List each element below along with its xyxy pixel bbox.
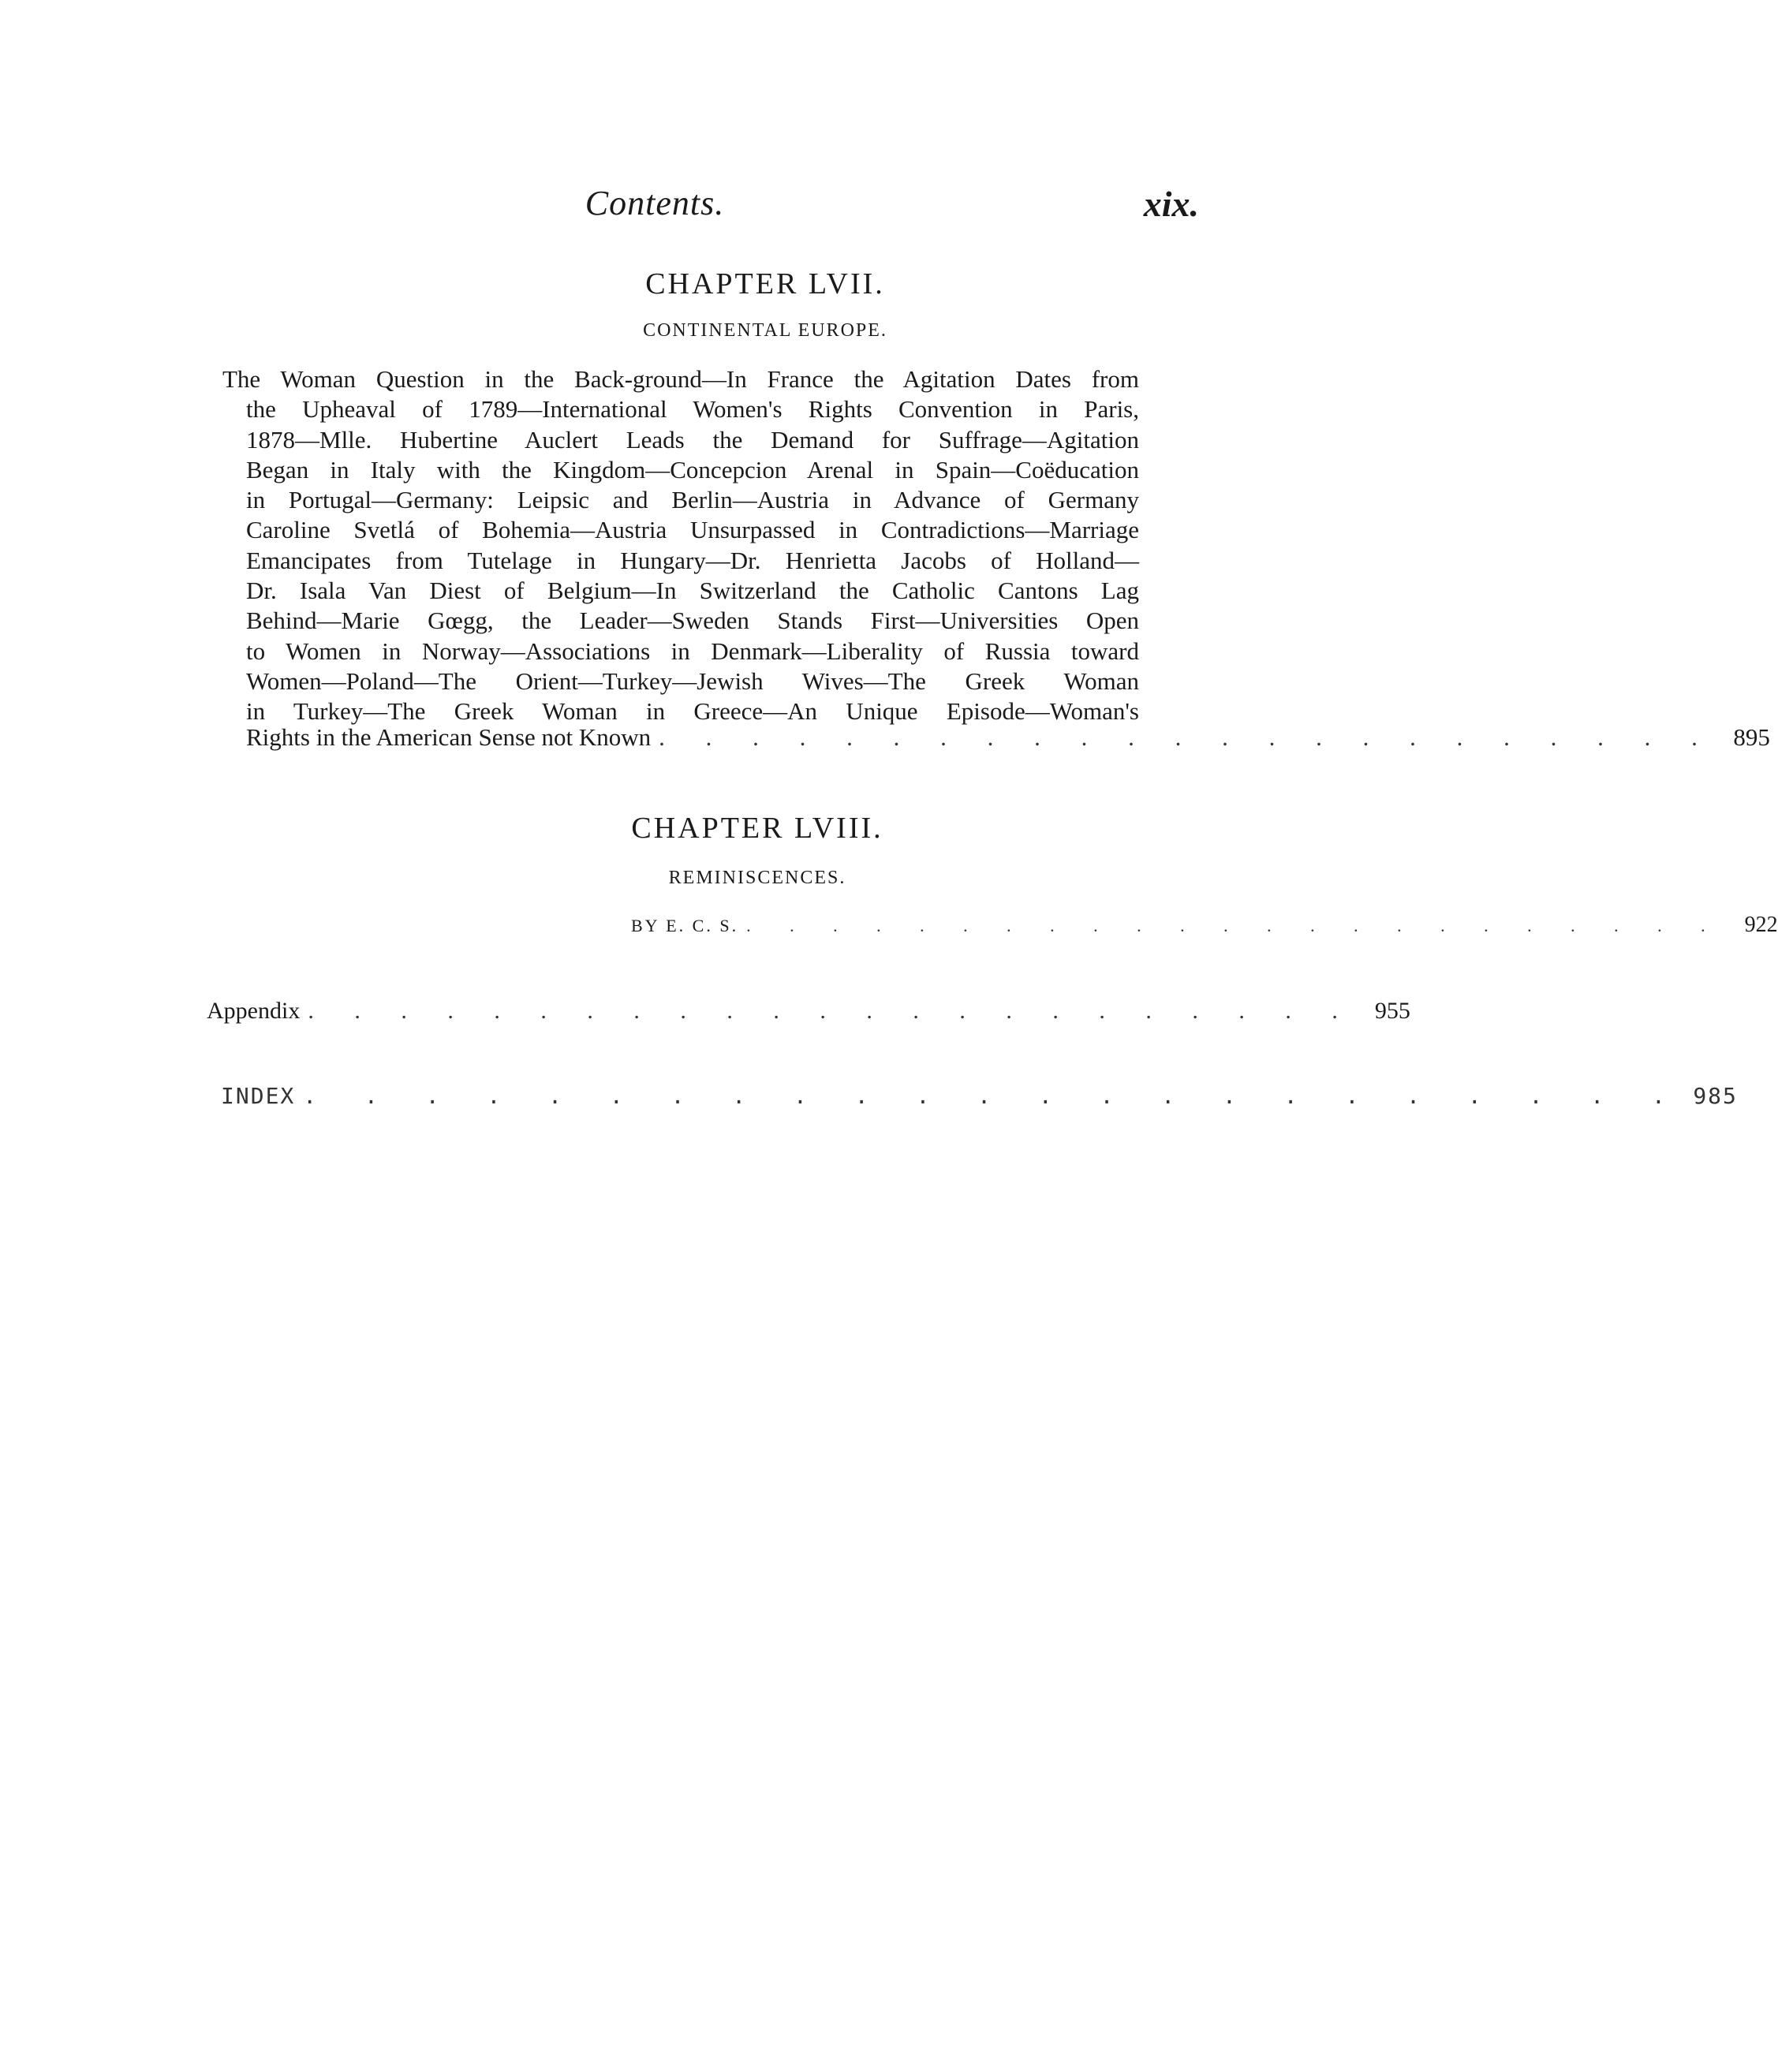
toc-entry-appendix: [207, 998, 1410, 1025]
synopsis-line: 1878—Mlle. Hubertine Auclert Leads the Demand for Suffrage—Agitation: [246, 425, 1139, 454]
synopsis-line: Dr. Isala Van Diest of Belgium—In Switzerland the Catholic Cantons Lag: [246, 577, 1139, 605]
chapter-synopsis: [222, 364, 1139, 727]
page-reference: 922: [1744, 913, 1778, 937]
page-reference: 985: [1693, 1083, 1738, 1109]
toc-entry-index: [221, 1083, 1738, 1109]
dot-leader: . . . . . . . . . . . . . . . . . . . . . . .: [746, 916, 1723, 935]
synopsis-line: Emancipates from Tutelage in Hungary—Dr. Henrietta Jacobs of Holland—: [246, 546, 1139, 574]
page-number: xix.: [1143, 184, 1199, 224]
synopsis-line: to Women in Norway—Associations in Denmark—Liberality of Russia toward: [246, 637, 1139, 665]
synopsis-line: The Woman Question in the Back-ground—In France the Agitation Dates from: [222, 365, 1139, 393]
synopsis-line: in Turkey—The Greek Woman in Greece—An Unique Episode—Woman's: [246, 697, 1139, 726]
page-reference: 955: [1374, 998, 1410, 1024]
synopsis-line: the Upheaval of 1789—International Women's Rights Convention in Paris,: [246, 395, 1139, 424]
synopsis-line: Women—Poland—The Orient—Turkey—Jewish Wives—The Greek Woman: [246, 666, 1139, 695]
synopsis-line: Caroline Svetlá of Bohemia—Austria Unsurpassed in Contradictions—Marriage: [246, 516, 1139, 544]
synopsis-line: in Portugal—Germany: Leipsic and Berlin—Austria in Advance of Germany: [246, 486, 1139, 514]
running-title: Contents.: [585, 184, 725, 222]
toc-entry-chapter-lvii: [246, 723, 1770, 752]
entry-label: BY E. C. S.: [631, 916, 739, 935]
entry-label: Rights in the American Sense not Known: [246, 723, 652, 751]
entry-label: INDEX: [221, 1083, 296, 1109]
chapter-subheading: CONTINENTAL EUROPE.: [643, 320, 887, 341]
entry-label: Appendix: [207, 998, 301, 1024]
chapter-heading: CHAPTER LVIII.: [631, 812, 883, 845]
page-reference: 895: [1733, 723, 1770, 751]
dot-leader: . . . . . . . . . . . . . . . . . . . . . . .: [303, 1083, 1683, 1109]
toc-entry-chapter-lviii: [631, 913, 1778, 938]
chapter-subheading: REMINISCENCES.: [668, 868, 846, 888]
dot-leader: . . . . . . . . . . . . . . . . . . . . . . .: [659, 723, 1715, 751]
synopsis-line: Behind—Marie Gœgg, the Leader—Sweden Stands First—Universities Open: [246, 607, 1139, 635]
chapter-heading: CHAPTER LVII.: [645, 267, 885, 301]
dot-leader: . . . . . . . . . . . . . . . . . . . . . . .: [308, 998, 1355, 1024]
synopsis-line: Began in Italy with the Kingdom—Concepcion Arenal in Spain—Coëducation: [246, 455, 1139, 483]
